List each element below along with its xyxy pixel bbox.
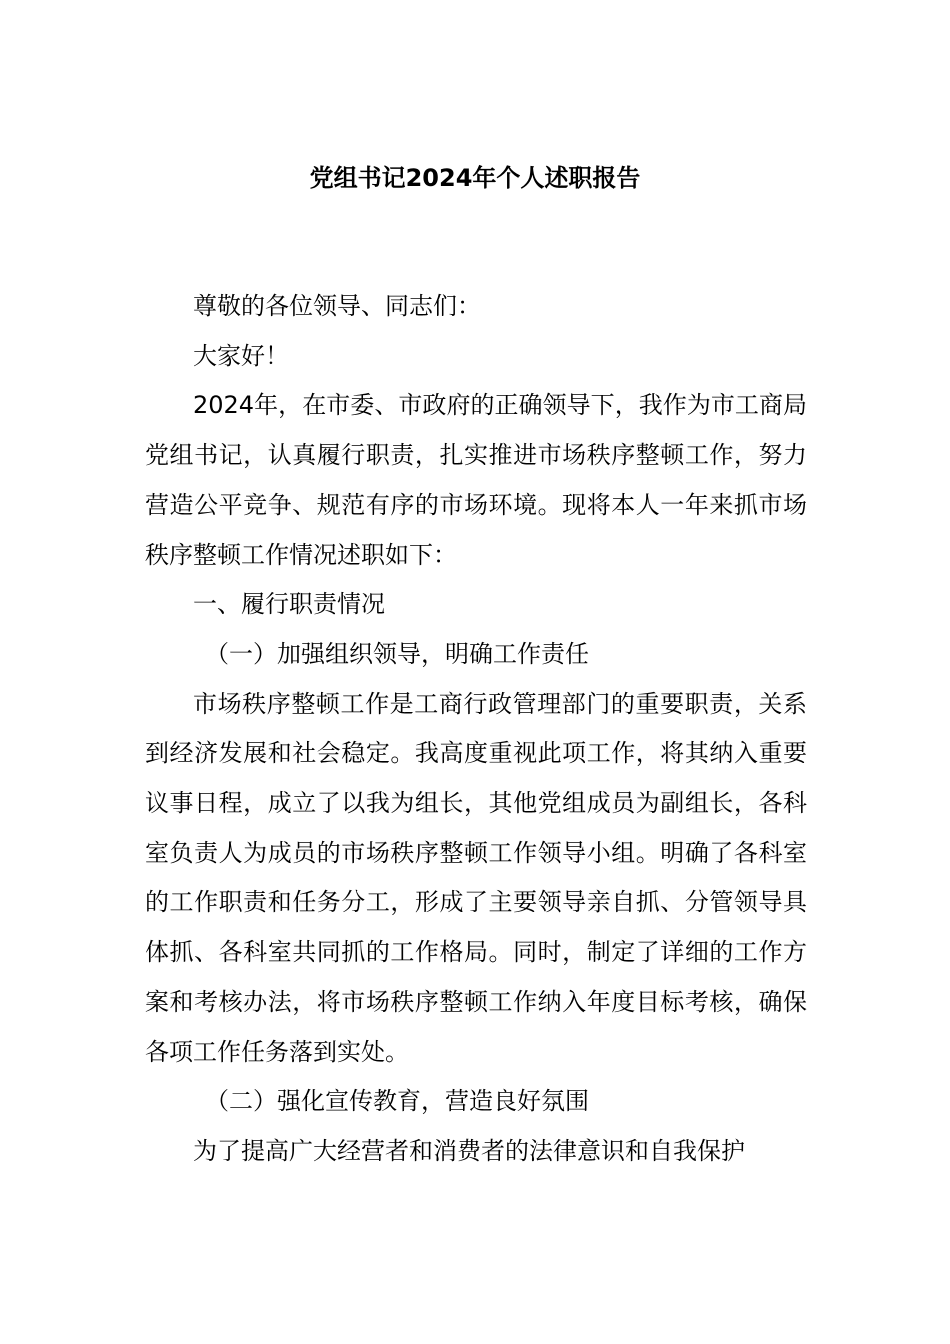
subsection-heading-2: （二）强化宣传教育，营造良好氛围 [205,1087,589,1116]
intro-paragraph: 2024年，在市委、市政府的正确领导下，我作为市工商局党组书记，认真履行职责，扎实推进市场秩序整顿工作，努力营造公平竞争、规范有序的市场环境。现将本人一年来抓市场秩序整顿工作情况述职如下： [145,391,807,569]
subsection-1-paragraph: 市场秩序整顿工作是工商行政管理部门的重要职责，关系到经济发展和社会稳定。我高度重视此项工作，将其纳入重要议事日程，成立了以我为组长，其他党组成员为副组长，各科室负责人为成员的市场秩序整顿工作领导小组。明确了各科室的工作职责和任务分工，形成了主要领导亲自抓、分管领导具体抓、各科室共同抓的工作格局。同时，制定了详细的工作方案和考核办法，将市场秩序整顿工作纳入年度目标考核，确保各项工作任务落到实处。 [145,689,807,1066]
greeting: 大家好！ [193,341,289,370]
section-heading-1: 一、履行职责情况 [193,590,385,619]
document-title: 党组书记2024年个人述职报告 [309,164,641,192]
subsection-2-paragraph: 为了提高广大经营者和消费者的法律意识和自我保护 [193,1136,745,1165]
subsection-heading-1: （一）加强组织领导，明确工作责任 [205,639,589,668]
salutation: 尊敬的各位领导、同志们： [193,292,481,320]
document-body [145,282,807,1177]
